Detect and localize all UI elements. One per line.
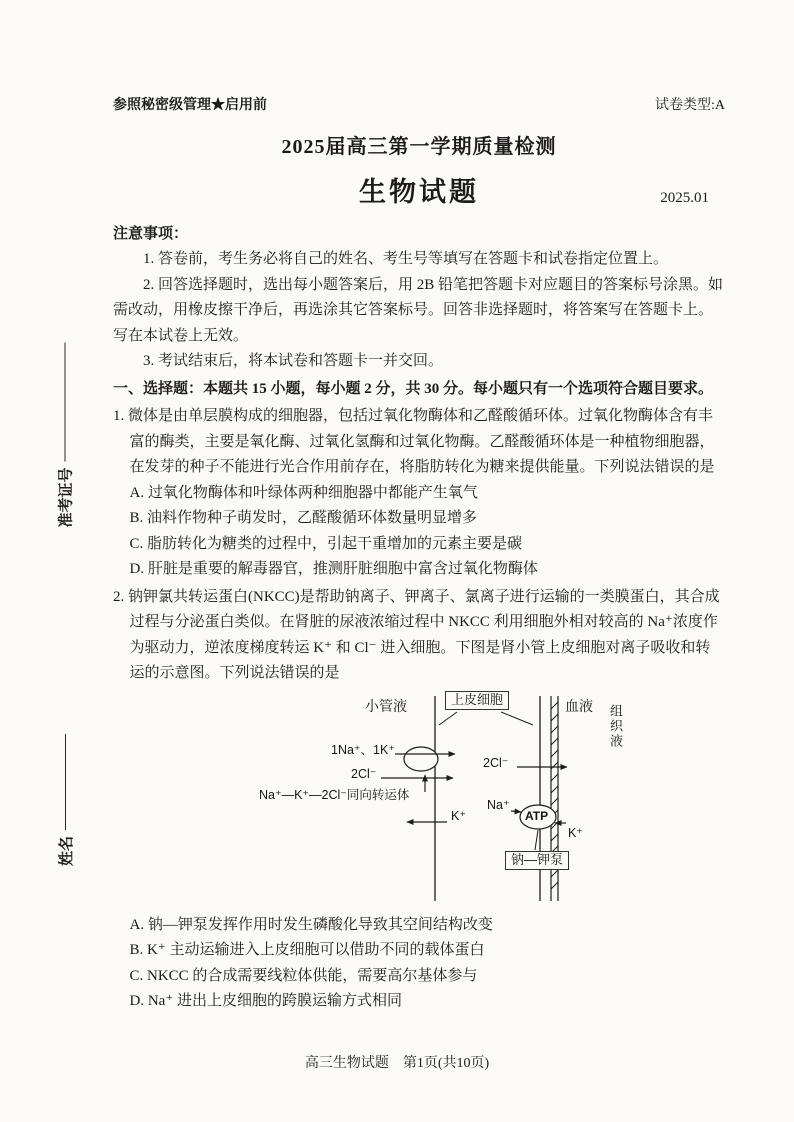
symporter-label: Na⁺—K⁺—2Cl⁻同向转运体 [259,787,410,802]
blood-label: 血液 [565,697,593,714]
question-2-option-c: C. NKCC 的合成需要线粒体供能，需要高尔基体参与 [129,967,478,984]
page-header [113,94,725,118]
question-1-option-d: D. 肝脏是重要的解毒器官，推测肝脏细胞中富含过氧化物酶体 [129,561,538,578]
question-1-options [113,481,725,583]
notice-item-3: 3. 考试结束后，将本试卷和答题卡一并交回。 [143,353,444,370]
question-2-option-a: A. 钠—钾泵发挥作用时发生磷酸化导致其空间结构改变 [129,916,493,933]
cl-out-label: 2Cl⁻ [483,755,509,770]
name-label: 姓名 [58,835,75,866]
exam-number-field [54,343,76,528]
question-1-number: 1. [113,408,125,425]
cell-label-leader-right [501,712,533,725]
question-1-text: 微体是由单层膜构成的细胞器，包括过氧化物酶体和乙醛酸循环体。过氧化物酶体含有丰富的酶类，主要是氧化酶、过氧化氢酶和过氧化物酶。乙醛酸循环体是一种植物细胞器，在发芽的种子不能进行光合作用前存在，将脂肪转化为糖来提供能量。下列说法错误的是 [128,408,715,476]
pump-label-leader [535,830,538,850]
paper-type-label: 试卷类型:A [655,98,725,113]
question-2-option-d: D. Na⁺ 进出上皮细胞的跨膜运输方式相同 [129,993,402,1010]
epithelial-cell-label: 上皮细胞 [445,691,509,710]
name-field [54,734,76,866]
tubule-fluid-label: 小管液 [365,697,407,714]
na-k-in-label: 1Na⁺、1K⁺ [331,742,395,757]
nkcc-symporter-oval [404,747,438,771]
question-1 [113,404,725,583]
cl-in-label: 2Cl⁻ [351,766,377,781]
sodium-potassium-pump-label: 钠—钾泵 [505,851,569,870]
ion-transport-diagram [255,691,655,909]
tissue-fluid-label: 组织液 [607,703,623,749]
question-1-stem [113,404,725,481]
classification-notice: 参照秘密级管理★启用前 [113,98,267,113]
subject-title: 生物试题 [359,176,479,207]
question-1-option-c: C. 脂肪转化为糖类的过程中，引起干重增加的元素主要是碳 [129,535,523,552]
subject-title-row [113,170,725,212]
notice-title: 注意事项： [113,225,189,242]
exam-number-label: 准考证号 [58,467,74,528]
question-2-option-b: B. K⁺ 主动运输进入上皮细胞可以借助不同的载体蛋白 [129,942,485,959]
page-content [113,94,725,1015]
notice-item-2: 2. 回答选择题时，选出每小题答案后，用 2B 铅笔把答题卡对应题目的答案标号涂黑。如需改动，用橡皮擦干净后，再选涂其它答案标号。回答非选择题时，将答案写在答题卡上。写在本试卷上无效。 [113,276,724,344]
question-1-option-b: B. 油料作物种子萌发时，乙醛酸循环体数量明显增多 [129,510,478,527]
k-right-label: K⁺ [568,825,583,840]
question-2-text: 钠钾氯共转运蛋白(NKCC)是帮助钠离子、钾离子、氯离子进行运输的一类膜蛋白，其合成过程与分泌蛋白类似。在肾脏的尿液浓缩过程中 NKCC 利用细胞外相对较高的 Na⁺浓度作为驱动力，逆浓度梯度转运 K⁺ 和 Cl⁻ 进入细胞。下图是肾小管上皮细胞对离子吸收和转运的示意图。下列说法错误的是 [128,588,720,682]
cell-label-leader-left [439,712,457,725]
exam-title: 2025届高三第一学期质量检测 [281,135,557,158]
section-heading: 一、选择题：本题共 15 小题，每小题 2 分，共 30 分。每小题只有一个选项符合题目要求。 [113,380,714,397]
exam-number-blank-line [64,343,65,462]
question-2-number: 2. [113,588,125,605]
na-pump-label: Na⁺ [487,797,510,812]
question-1-option-a: A. 过氧化物酶体和叶绿体两种细胞器中都能产生氧气 [129,484,478,501]
question-2-options [113,913,725,1015]
footer-page-info: 高三生物试题 第1页(共10页) [304,1056,490,1071]
notice-item-1: 1. 答卷前，考生务必将自己的姓名、考生号等填写在答题卡和试卷指定位置上。 [143,251,669,268]
k-left-label: K⁺ [451,808,466,823]
name-blank-line [65,734,66,830]
exam-date: 2025.01 [660,190,709,207]
question-2 [113,585,725,1015]
atp-label: ATP [525,808,549,823]
arrow-na-into-pump [511,811,521,812]
question-2-stem [113,585,725,687]
